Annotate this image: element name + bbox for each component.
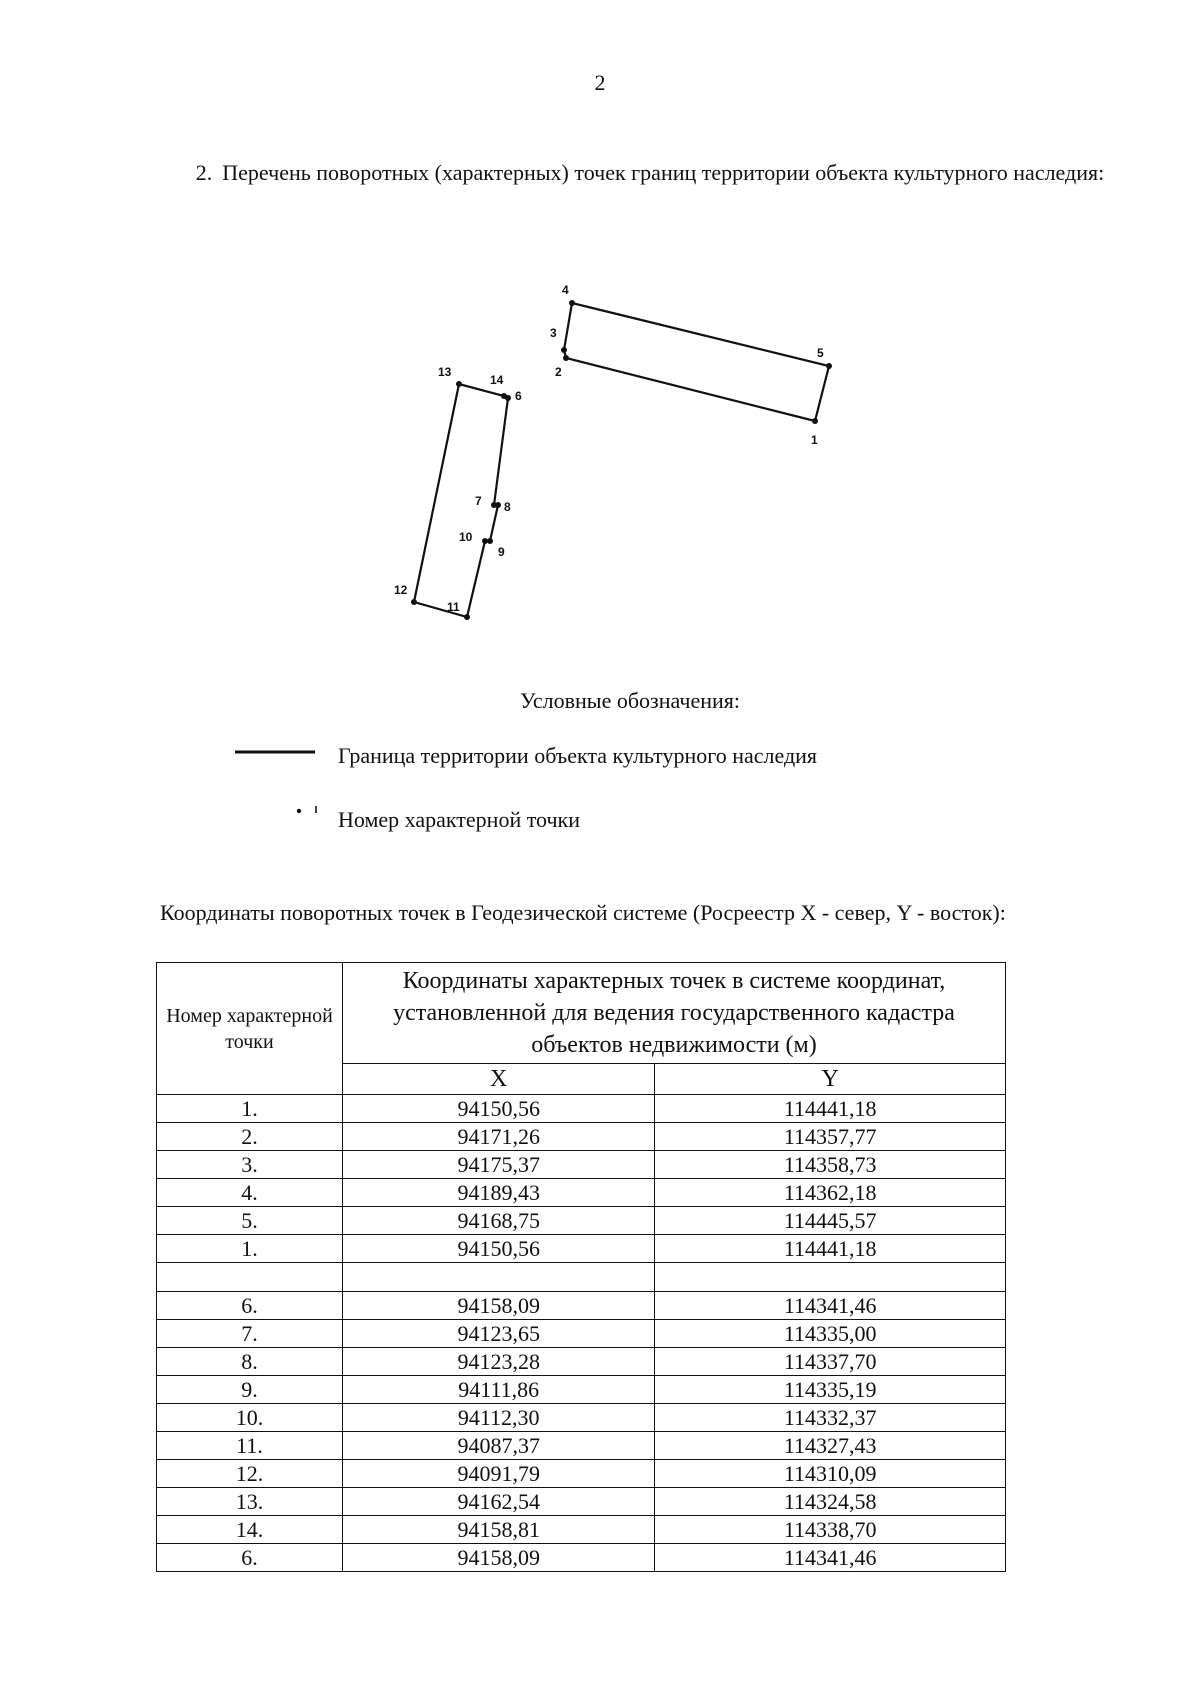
cell-x: 94091,79 [343,1460,655,1488]
point-labels [394,283,824,614]
point-label-4: 4 [562,283,569,297]
table-row [157,1432,1006,1460]
cell-x: 94150,56 [343,1095,655,1123]
table-row [157,1544,1006,1572]
cell-x: 94175,37 [343,1151,655,1179]
point-marker-12 [411,599,417,605]
table-body [157,1095,1006,1572]
point-marker-13 [456,381,462,387]
cell-point-number: 9. [157,1376,343,1404]
cell-x: 94111,86 [343,1376,655,1404]
table-row [157,1207,1006,1235]
cell-y [655,1263,1006,1292]
point-label-3: 3 [550,326,557,340]
point-marker-10 [482,538,488,544]
column-header-y: Y [655,1064,1006,1095]
cell-point-number: 11. [157,1432,343,1460]
table-row [157,1488,1006,1516]
table-row [157,1348,1006,1376]
point-marker-6 [505,395,511,401]
cell-x: 94168,75 [343,1207,655,1235]
cell-point-number: 10. [157,1404,343,1432]
table-header-row [157,963,1006,1064]
cell-x: 94123,65 [343,1320,655,1348]
cell-x [343,1263,655,1292]
cell-x: 94112,30 [343,1404,655,1432]
cell-point-number: 7. [157,1320,343,1348]
table-row [157,1516,1006,1544]
boundary-contour-2 [414,384,508,617]
point-label-2: 2 [555,365,562,379]
table-row [157,1263,1006,1292]
cell-y: 114362,18 [655,1179,1006,1207]
cell-point-number: 6. [157,1544,343,1572]
cell-y: 114445,57 [655,1207,1006,1235]
cell-y: 114441,18 [655,1095,1006,1123]
point-marker-7 [491,502,497,508]
point-marker-2 [563,355,569,361]
coordinates-table [156,962,1006,1572]
table-row [157,1376,1006,1404]
table-row [157,1320,1006,1348]
cell-x: 94158,81 [343,1516,655,1544]
point-label-9: 9 [498,545,505,559]
legend-title: Условные обозначения: [519,688,741,713]
boundary-contour-1 [564,303,829,421]
point-marker-5 [826,363,832,369]
cell-point-number: 14. [157,1516,343,1544]
point-marker-1 [812,418,818,424]
legend-point-dot [297,809,301,813]
section-number: 2. [195,160,213,185]
point-marker-11 [464,614,470,620]
cell-x: 94123,28 [343,1348,655,1376]
point-markers [411,300,832,620]
point-label-14: 14 [490,373,504,387]
legend-boundary-label: Граница территории объекта культурного наследия [338,743,818,768]
cell-point-number: 8. [157,1348,343,1376]
point-marker-9 [487,538,493,544]
cell-point-number: 4. [157,1179,343,1207]
table-row [157,1292,1006,1320]
cell-y: 114441,18 [655,1235,1006,1263]
point-marker-14 [501,393,507,399]
cell-y: 114338,70 [655,1516,1006,1544]
point-label-12: 12 [394,583,408,597]
cell-x: 94189,43 [343,1179,655,1207]
cell-point-number: 12. [157,1460,343,1488]
cell-y: 114310,09 [655,1460,1006,1488]
cell-point-number: 3. [157,1151,343,1179]
cell-point-number [157,1263,343,1292]
table-row [157,1123,1006,1151]
cell-y: 114341,46 [655,1544,1006,1572]
point-label-11: 11 [447,600,460,614]
point-label-13: 13 [438,365,452,379]
point-marker-8 [495,502,501,508]
column-header-coordinates: Координаты характерных точек в системе координат, установленной для ведения государственного кадастра объектов недвижимости (м) [343,963,1006,1064]
table-row [157,1460,1006,1488]
cell-y: 114324,58 [655,1488,1006,1516]
cell-y: 114335,19 [655,1376,1006,1404]
point-label-5: 5 [817,346,824,360]
cell-x: 94171,26 [343,1123,655,1151]
coordinates-caption: Координаты поворотных точек в Геодезической системе (Росреестр X - север, Y - восток): [160,900,1006,925]
page-number: 2 [594,70,606,95]
cell-y: 114332,37 [655,1404,1006,1432]
cell-point-number: 5. [157,1207,343,1235]
cell-y: 114357,77 [655,1123,1006,1151]
cell-point-number: 1. [157,1095,343,1123]
cell-x: 94087,37 [343,1432,655,1460]
table-row [157,1095,1006,1123]
section-heading [180,160,1120,186]
cell-x: 94150,56 [343,1235,655,1263]
cell-y: 114327,43 [655,1432,1006,1460]
cell-x: 94162,54 [343,1488,655,1516]
table-row [157,1179,1006,1207]
point-label-10: 10 [459,530,473,544]
cell-point-number: 6. [157,1292,343,1320]
cell-y: 114335,00 [655,1320,1006,1348]
cell-point-number: 2. [157,1123,343,1151]
table-row [157,1235,1006,1263]
point-label-1: 1 [811,433,818,447]
cell-y: 114337,70 [655,1348,1006,1376]
point-marker-4 [569,300,575,306]
point-label-8: 8 [504,500,511,514]
legend-point-label: Номер характерной точки [338,807,580,832]
column-header-point-number: Номер характерной точки [157,963,343,1095]
cell-y: 114341,46 [655,1292,1006,1320]
cell-point-number: 1. [157,1235,343,1263]
cell-y: 114358,73 [655,1151,1006,1179]
point-label-7: 7 [475,494,482,508]
cell-x: 94158,09 [343,1292,655,1320]
point-label-6: 6 [515,389,522,403]
table-row [157,1404,1006,1432]
table-row [157,1151,1006,1179]
column-header-x: X [343,1064,655,1095]
cell-x: 94158,09 [343,1544,655,1572]
section-title: Перечень поворотных (характерных) точек границ территории объекта культурного наследия: [222,160,1105,185]
cell-point-number: 13. [157,1488,343,1516]
point-marker-3 [561,347,567,353]
